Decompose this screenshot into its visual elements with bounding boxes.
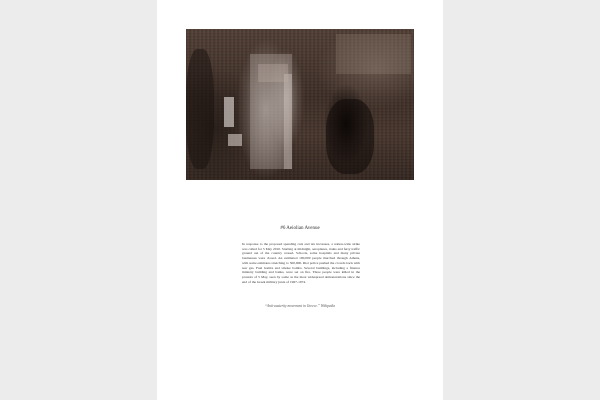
artwork-highlight [284,74,292,169]
document-page [157,0,443,400]
source-quote: “Anti-austerity movement in Greece.” Wikipedia [264,304,336,308]
artwork-shadow [186,49,214,169]
artwork-highlight [228,134,242,146]
artwork-highlight [336,34,411,74]
body-paragraph: In response to the proposed spending cuts and tax increases, a nation-wide strike was called for 5 May 2010. Starting at midnight, aeroplanes, trains and ferry traffic ground out of the country ceased. Schools, some hospitals and many private businesses were closed. An estimated 100,000 people marched through Athens, with some estimates stretching to 500,000. Riot police pushed the crowds back with tear gas. Fuel bombs and smoke bombs. Several buildings, including a finance ministry building and banks, were set on fire. Three people were killed in the protests of 5 May, seen by some as the most widespread demonstrations since the end of the Greek military junta of 1967-1974. [242,242,360,284]
artwork-image [186,29,414,180]
artwork-highlight [258,64,288,82]
artwork-highlight [224,97,234,127]
artwork-shadow [326,99,374,174]
artwork-caption: #6 Aeiolian Avenue [280,226,320,231]
